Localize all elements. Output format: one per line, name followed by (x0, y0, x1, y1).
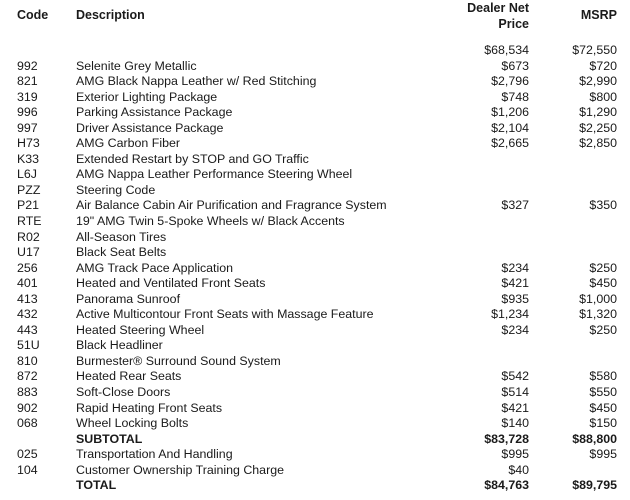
row-dealer-net-price: $140 (501, 416, 529, 431)
row-dealer-net-price: $2,104 (491, 120, 529, 135)
table-row (0, 261, 630, 277)
row-code: K33 (17, 151, 40, 166)
table-row (0, 369, 630, 385)
header-dealer-net-price (409, 0, 529, 32)
row-dealer-net-price: $514 (501, 385, 529, 400)
table-row (0, 276, 630, 292)
row-msrp: $150 (589, 416, 617, 431)
row-description: Selenite Grey Metallic (76, 58, 197, 73)
row-description: Air Balance Cabin Air Purification and Fragrance System (76, 198, 387, 213)
row-description: Wheel Locking Bolts (76, 416, 189, 431)
table-row (0, 59, 630, 75)
row-code: 872 (17, 369, 38, 384)
row-msrp: $580 (589, 369, 617, 384)
table-row (0, 152, 630, 168)
row-msrp: $2,990 (579, 74, 617, 89)
row-msrp: $88,800 (572, 431, 617, 446)
row-dealer-net-price: $673 (501, 58, 529, 73)
header-code: Code (17, 8, 49, 22)
row-dealer-net-price: $83,728 (484, 431, 529, 446)
row-code: 821 (17, 74, 38, 89)
row-description: Transportation And Handling (76, 447, 233, 462)
row-code: 319 (17, 89, 38, 104)
row-msrp: $450 (589, 276, 617, 291)
row-description: AMG Carbon Fiber (76, 136, 180, 151)
table-row (0, 385, 630, 401)
row-description: SUBTOTAL (76, 431, 143, 446)
row-dealer-net-price: $421 (501, 400, 529, 415)
row-code: 068 (17, 416, 38, 431)
row-code: 413 (17, 291, 38, 306)
row-description: Black Headliner (76, 338, 163, 353)
header-dealer-line1: Dealer Net (467, 1, 529, 15)
row-description: Exterior Lighting Package (76, 89, 218, 104)
row-description: Parking Assistance Package (76, 105, 233, 120)
row-dealer-net-price: $2,665 (491, 136, 529, 151)
row-dealer-net-price: $84,763 (484, 478, 529, 493)
table-row (0, 74, 630, 90)
row-code: 256 (17, 260, 38, 275)
row-description: Customer Ownership Training Charge (76, 462, 284, 477)
row-description: Black Seat Belts (76, 245, 167, 260)
row-msrp: $550 (589, 385, 617, 400)
table-row (0, 214, 630, 230)
row-description: TOTAL (76, 478, 117, 493)
row-code: 432 (17, 307, 38, 322)
table-row (0, 478, 630, 494)
table-row (0, 167, 630, 183)
table-row (0, 245, 630, 261)
row-msrp: $2,850 (579, 136, 617, 151)
row-description: AMG Black Nappa Leather w/ Red Stitching (76, 74, 317, 89)
row-dealer-net-price: $2,796 (491, 74, 529, 89)
row-msrp: $89,795 (572, 478, 617, 493)
row-description: Driver Assistance Package (76, 120, 224, 135)
table-row (0, 183, 630, 199)
table-row (0, 447, 630, 463)
row-dealer-net-price: $421 (501, 276, 529, 291)
row-description: Steering Code (76, 182, 156, 197)
row-description: Panorama Sunroof (76, 291, 181, 306)
row-description: Rapid Heating Front Seats (76, 400, 223, 415)
row-dealer-net-price: $1,234 (491, 307, 529, 322)
table-row (0, 463, 630, 479)
row-dealer-net-price: $234 (501, 322, 529, 337)
row-code: U17 (17, 245, 40, 260)
row-code: RTE (17, 214, 42, 229)
row-description: Heated Steering Wheel (76, 322, 205, 337)
row-msrp: $250 (589, 322, 617, 337)
row-code: 996 (17, 105, 38, 120)
row-msrp: $72,550 (572, 43, 617, 57)
row-description: AMG Track Pace Application (76, 260, 234, 275)
table-row (0, 338, 630, 354)
table-row (0, 105, 630, 121)
table-row (0, 354, 630, 370)
row-description: All-Season Tires (76, 229, 167, 244)
header-msrp: MSRP (580, 8, 617, 22)
row-description: Active Multicontour Front Seats with Massage Feature (76, 307, 374, 322)
header-dealer-line2: Price (498, 17, 529, 31)
row-code: L6J (17, 167, 37, 182)
table-row (0, 401, 630, 417)
table-row (0, 136, 630, 152)
row-msrp: $1,290 (579, 105, 617, 120)
row-dealer-net-price: $748 (501, 89, 529, 104)
row-description: Extended Restart by STOP and GO Traffic (76, 151, 309, 166)
table-row (0, 230, 630, 246)
table-row (0, 432, 630, 448)
row-dealer-net-price: $234 (501, 260, 529, 275)
row-description: AMG Nappa Leather Performance Steering Wheel (76, 167, 353, 182)
row-code: PZZ (17, 182, 41, 197)
row-description: Heated and Ventilated Front Seats (76, 276, 266, 291)
row-code: 51U (17, 338, 40, 353)
row-msrp: $350 (589, 198, 617, 213)
row-msrp: $2,250 (579, 120, 617, 135)
row-code: 810 (17, 353, 38, 368)
row-msrp: $250 (589, 260, 617, 275)
row-msrp: $1,000 (579, 291, 617, 306)
row-code: 883 (17, 385, 38, 400)
price-table (0, 43, 630, 494)
row-code: 401 (17, 276, 38, 291)
table-row (0, 292, 630, 308)
row-dealer-net-price: $1,206 (491, 105, 529, 120)
row-description: 19" AMG Twin 5-Spoke Wheels w/ Black Accents (76, 214, 345, 229)
row-description: Burmester® Surround Sound System (76, 353, 281, 368)
row-code: 443 (17, 322, 38, 337)
row-code: 992 (17, 58, 38, 73)
row-code: 104 (17, 462, 38, 477)
table-row (0, 43, 630, 59)
table-row (0, 90, 630, 106)
row-msrp: $1,320 (579, 307, 617, 322)
row-description: Soft-Close Doors (76, 385, 171, 400)
table-row (0, 323, 630, 339)
table-row (0, 307, 630, 323)
row-code: 025 (17, 447, 38, 462)
header-description: Description (76, 8, 145, 22)
row-dealer-net-price: $542 (501, 369, 529, 384)
row-dealer-net-price: $995 (501, 447, 529, 462)
table-row (0, 416, 630, 432)
row-msrp: $720 (589, 58, 617, 73)
row-msrp: $995 (589, 447, 617, 462)
row-code: R02 (17, 229, 40, 244)
row-dealer-net-price: $40 (508, 462, 529, 477)
row-code: 902 (17, 400, 38, 415)
table-row (0, 198, 630, 214)
row-dealer-net-price: $935 (501, 291, 529, 306)
row-description: Heated Rear Seats (76, 369, 182, 384)
table-row (0, 121, 630, 137)
row-code: 997 (17, 120, 38, 135)
row-dealer-net-price: $327 (501, 198, 529, 213)
row-code: P21 (17, 198, 40, 213)
row-dealer-net-price: $68,534 (484, 43, 529, 57)
row-code: H73 (17, 136, 40, 151)
row-msrp: $800 (589, 89, 617, 104)
row-msrp: $450 (589, 400, 617, 415)
